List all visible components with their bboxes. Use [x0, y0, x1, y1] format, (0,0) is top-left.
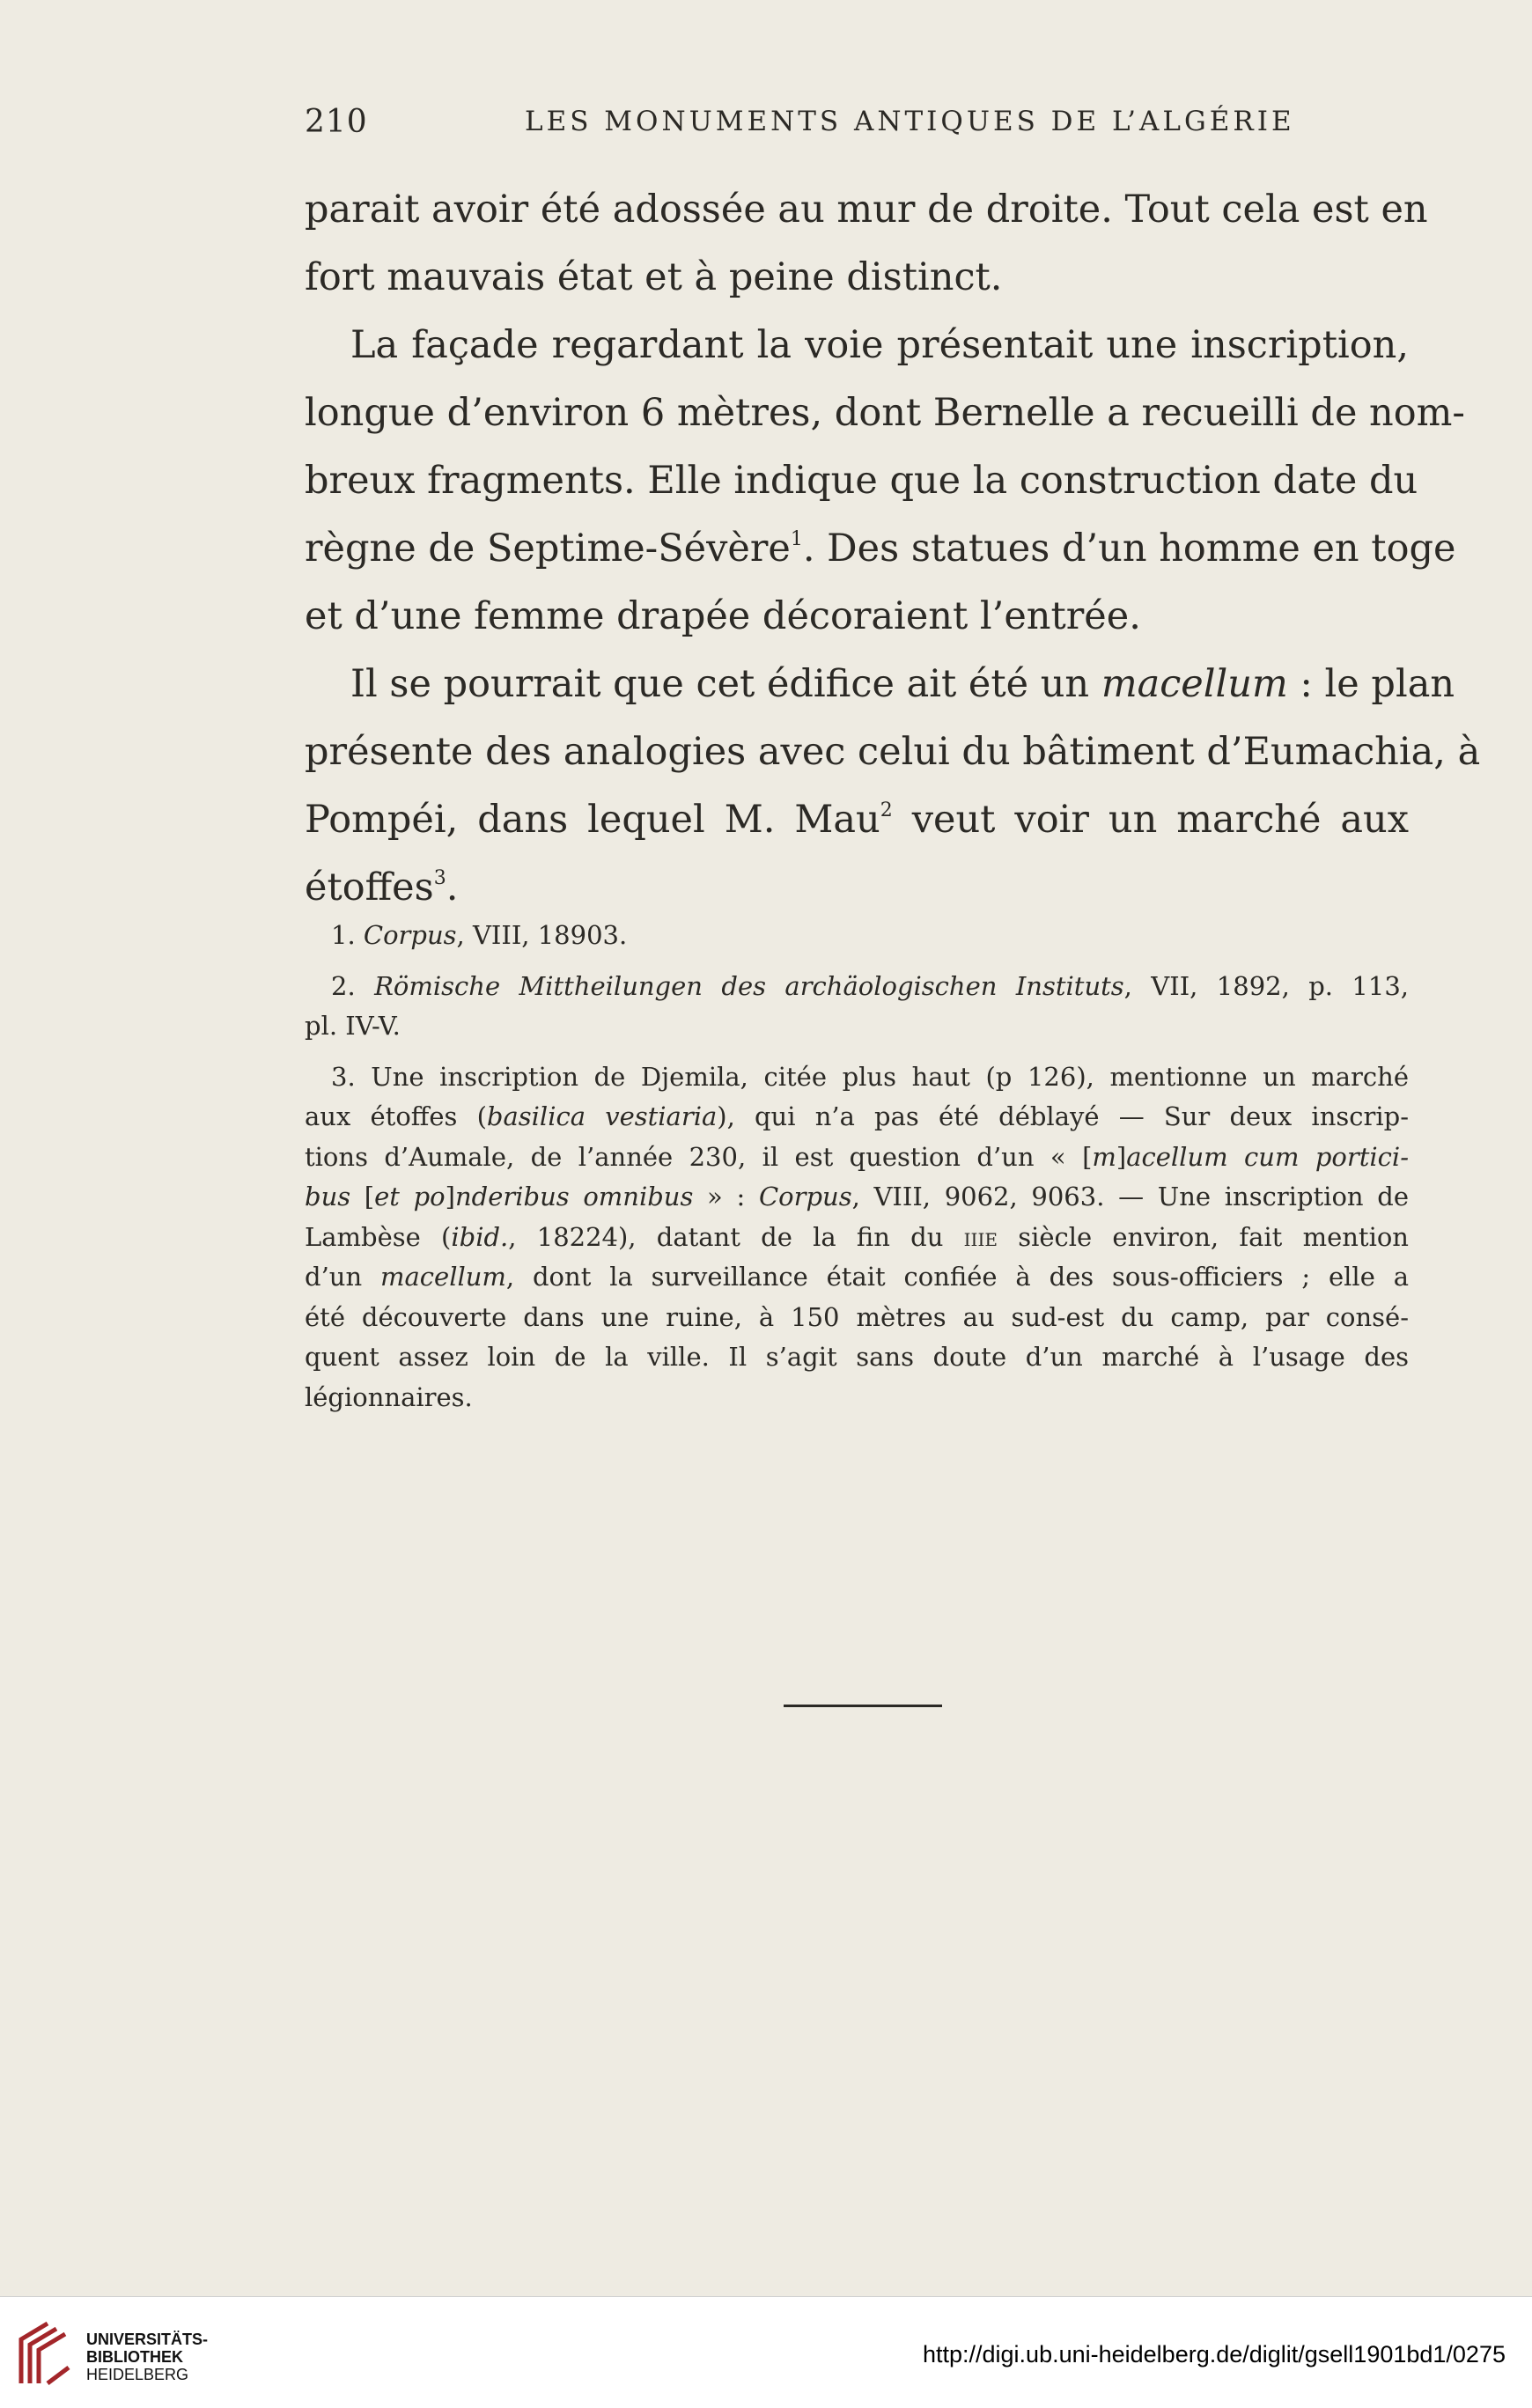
italic-term: Corpus: [758, 1182, 852, 1211]
end-rule: [784, 1705, 942, 1707]
text-span: tions d’Aumale, de l’année 230, il est question d’un « [: [305, 1141, 1093, 1172]
text-line: [305, 786, 1409, 854]
text-span: ]: [1116, 1141, 1127, 1172]
text-span: Lambèse (: [305, 1221, 452, 1252]
text-line: et d’une femme drapée décoraient l’entrée.: [305, 594, 1141, 638]
text-span: , VIII, 9062, 9063. — Une inscription de: [851, 1182, 1409, 1211]
text-line: [305, 854, 1409, 922]
footnote-1: [305, 916, 1409, 956]
italic-term: macellum: [380, 1262, 506, 1292]
footnote-number: 2.: [331, 970, 375, 1001]
footnote-2-line-2: pl. IV-V.: [305, 1011, 401, 1041]
text-span: siècle environ, fait mention: [997, 1221, 1409, 1252]
text-line: été découverte dans une ruine, à 150 mètres au sud-est du camp, par consé-: [305, 1301, 1409, 1332]
text-line: [305, 651, 1455, 718]
text-span: d’un: [305, 1262, 380, 1292]
text-span: Il se pourrait que cet édifice ait été un: [350, 662, 1101, 706]
text-span: .: [446, 865, 459, 909]
text-span: , 18224), datant de la fin du: [508, 1221, 964, 1252]
text-span: , dont la surveillance était confiée à des sous-officiers ; elle a: [505, 1262, 1409, 1292]
italic-term: Römische Mittheilungen des archäologischen Instituts: [374, 970, 1124, 1001]
library-name-line: HEIDELBERG: [86, 2366, 189, 2383]
text-span: . Des statues d’un homme en toge: [802, 527, 1456, 571]
text-span: règne de Septime-Sévère: [305, 527, 791, 571]
paragraph-2: [305, 312, 1465, 651]
italic-term: et po: [374, 1182, 446, 1211]
library-name[interactable]: [86, 2331, 208, 2383]
text-span: , VII, 1892, p. 113,: [1123, 970, 1409, 1001]
italic-term: nderibus omnibus: [454, 1182, 694, 1211]
text-span: veut voir un marché aux: [892, 798, 1409, 842]
text-line: fort mauvais état et à peine distinct.: [305, 255, 1003, 299]
text-span: » :: [693, 1182, 759, 1211]
text-span: , VIII, 18903.: [456, 920, 628, 950]
text-span: aux étoffes (: [305, 1101, 487, 1131]
viewer-footer: [0, 2296, 1532, 2408]
footnote-ref-3[interactable]: 3: [433, 867, 446, 889]
text-line: longue d’environ 6 mètres, dont Bernelle a recueilli de nom-: [305, 391, 1465, 435]
italic-term: ibid.: [451, 1221, 509, 1252]
text-line: La façade regardant la voie présentait une inscription,: [350, 323, 1409, 367]
italic-term: bus: [305, 1182, 351, 1211]
text-line: [305, 515, 1456, 583]
library-name-line: BIBLIOTHEK: [86, 2348, 183, 2366]
text-line: [305, 1218, 1409, 1258]
text-line: [305, 1138, 1409, 1178]
text-span: ]: [445, 1182, 455, 1211]
page-header: [305, 104, 1409, 148]
italic-term: Corpus: [363, 920, 457, 950]
body-text: [305, 176, 1481, 922]
logo-strokes: [21, 2323, 69, 2383]
footnote-ref-2[interactable]: 2: [880, 799, 893, 821]
paragraph-3: [305, 651, 1481, 922]
text-line: présente des analogies avec celui du bâtiment d’Eumachia, à: [305, 730, 1481, 774]
text-line: breux fragments. Elle indique que la construction date du: [305, 459, 1418, 503]
text-line: légionnaires.: [305, 1381, 473, 1412]
library-logo-icon: [16, 2318, 74, 2389]
text-span: étoffes: [305, 865, 434, 909]
footnote-number: 1.: [331, 920, 364, 950]
paragraph-1: [305, 176, 1428, 312]
text-line: [305, 1097, 1409, 1138]
running-title: LES MONUMENTS ANTIQUES DE L’ALGÉRIE: [525, 106, 1295, 137]
source-url-link[interactable]: http://digi.ub.uni-heidelberg.de/diglit/gsell1901bd1/0275: [922, 2341, 1506, 2367]
text-span: : le plan: [1287, 662, 1455, 706]
italic-term: m: [1092, 1141, 1116, 1172]
text-line: [305, 1177, 1409, 1218]
footnote-2: [305, 967, 1409, 1007]
text-line: quent assez loin de la ville. Il s’agit sans doute d’un marché à l’usage des: [305, 1342, 1409, 1372]
footnote-3: 3. Une inscription de Djemila, citée plus haut (p 126), mentionne un marché: [331, 1061, 1409, 1092]
text-span: ), qui n’a pas été déblayé — Sur deux inscrip-: [717, 1101, 1409, 1131]
text-span: [: [350, 1182, 375, 1211]
footnotes: [305, 916, 1409, 1418]
italic-term: macellum: [1101, 662, 1288, 706]
century-numeral: iiie: [963, 1221, 998, 1252]
italic-term: basilica vestiaria: [486, 1101, 718, 1131]
library-name-line: UNIVERSITÄTS-: [86, 2331, 209, 2348]
text-line: parait avoir été adossée au mur de droite. Tout cela est en: [305, 188, 1428, 232]
page-number: 210: [305, 104, 368, 140]
text-span: Pompéi, dans lequel M. Mau: [305, 798, 880, 842]
italic-term: acellum cum portici-: [1126, 1141, 1409, 1172]
text-line: [305, 1257, 1409, 1298]
footnote-ref-1[interactable]: 1: [790, 528, 803, 550]
